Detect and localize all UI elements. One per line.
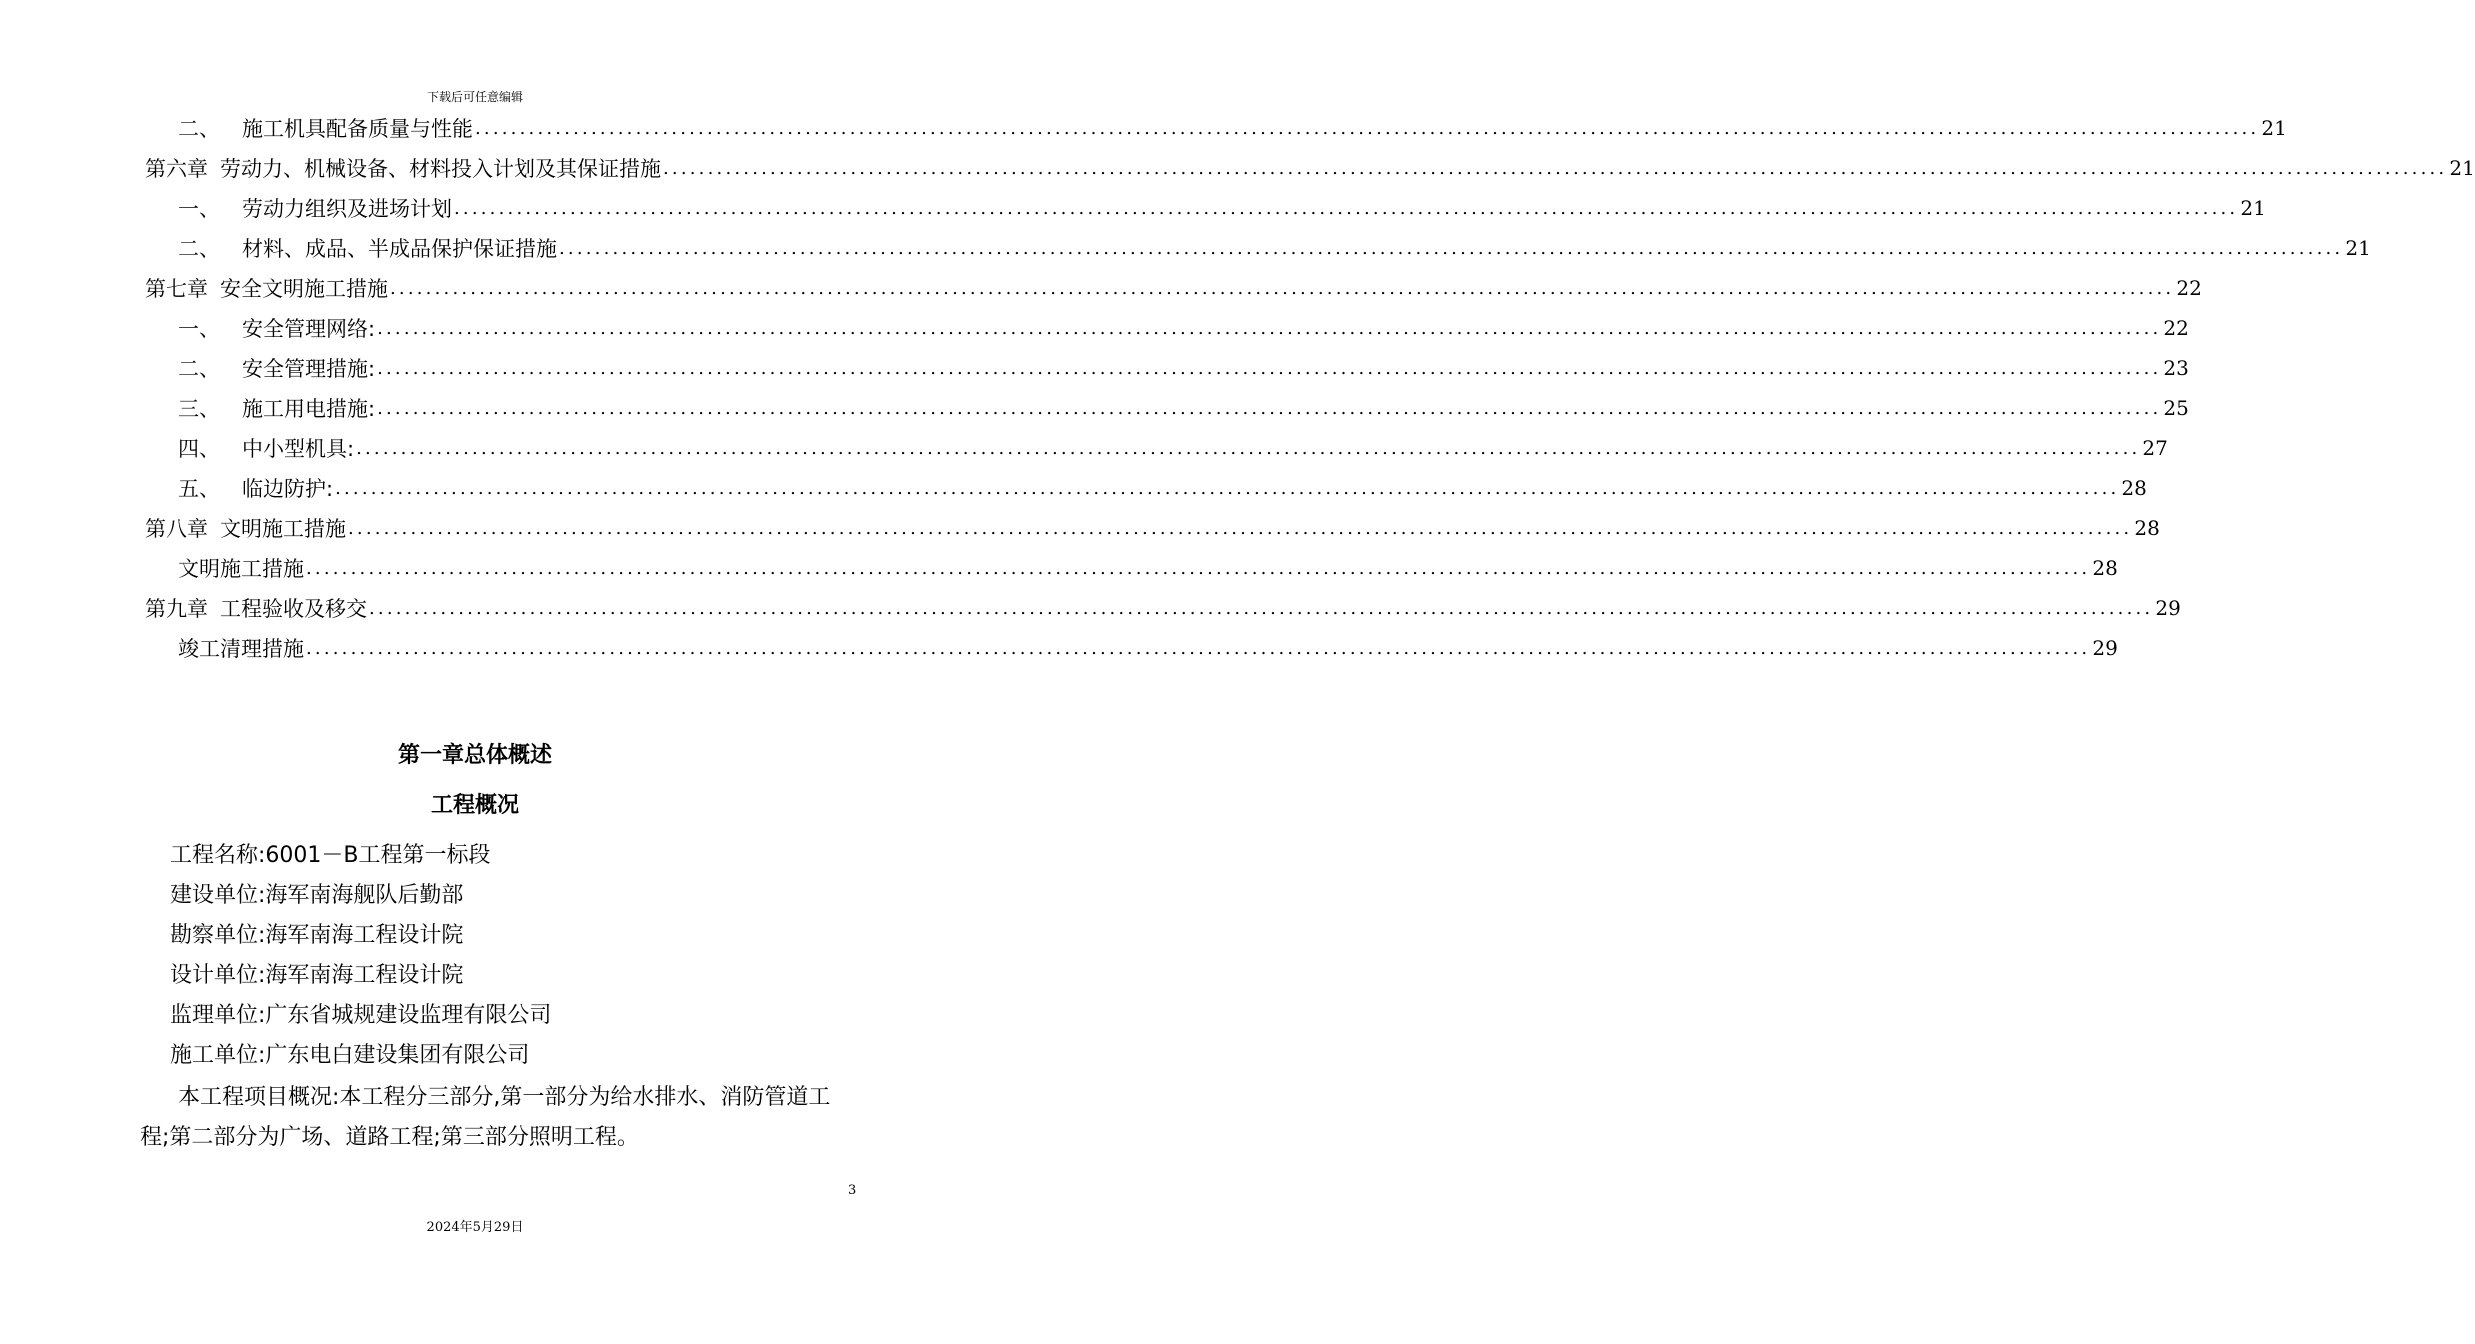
toc-entry[interactable] xyxy=(178,628,2118,668)
toc-entry-title: 竣工清理措施 xyxy=(178,637,304,661)
section-heading: 工程概况 xyxy=(430,793,519,818)
toc-entry-page: 25 xyxy=(2163,396,2189,420)
toc-entry[interactable] xyxy=(145,148,2475,188)
toc-entry-title: 工程验收及移交 xyxy=(220,597,367,621)
toc-entry-page: 28 xyxy=(2121,476,2147,500)
toc-entry-number: 五、 xyxy=(178,477,220,501)
info-client: 建设单位:海军南海舰队后勤部 xyxy=(170,883,464,908)
toc-entry[interactable] xyxy=(178,188,2266,228)
toc-entry-title: 文明施工措施 xyxy=(178,557,304,581)
toc-entry[interactable] xyxy=(178,108,2287,148)
toc-entry-number: 三、 xyxy=(178,397,220,421)
toc-entry-page: 21 xyxy=(2261,116,2287,140)
toc-dot-leader: ........................................................................................................................................................................................................ xyxy=(306,637,2091,659)
toc-entry-number: 一、 xyxy=(178,197,220,221)
toc-entry-title: 安全管理措施: xyxy=(242,357,376,381)
toc-entry[interactable] xyxy=(178,548,2118,588)
toc-entry-page: 29 xyxy=(2155,596,2181,620)
project-overview-paragraph xyxy=(140,1078,856,1158)
toc-dot-leader: ........................................................................................................................................................................................................ xyxy=(306,557,2091,579)
toc-entry-page: 27 xyxy=(2142,436,2168,460)
page-number: 3 xyxy=(848,1183,857,1198)
toc-entry-page: 21 xyxy=(2240,196,2266,220)
toc-entry-number: 二、 xyxy=(178,357,220,381)
toc-dot-leader: ........................................................................................................................................................................................................ xyxy=(348,517,2133,539)
toc-entry[interactable] xyxy=(178,388,2189,428)
toc-entry-page: 29 xyxy=(2092,636,2118,660)
toc-entry-title: 劳动力组织及进场计划 xyxy=(242,197,452,221)
toc-entry-page: 22 xyxy=(2176,276,2202,300)
toc-dot-leader: ........................................................................................................................................................................................................ xyxy=(454,197,2239,219)
toc-entry-page: 21 xyxy=(2449,156,2475,180)
toc-dot-leader: ........................................................................................................................................................................................................ xyxy=(377,357,2162,379)
toc-entry-title: 安全文明施工措施 xyxy=(220,277,388,301)
toc-entry-title: 中小型机具: xyxy=(242,437,355,461)
toc-entry-title: 劳动力、机械设备、材料投入计划及其保证措施 xyxy=(220,157,661,181)
toc-dot-leader: ........................................................................................................................................................................................................ xyxy=(356,437,2141,459)
toc-entry[interactable] xyxy=(178,348,2189,388)
info-project-name: 工程名称:6001－B工程第一标段 xyxy=(170,843,491,868)
chapter-heading: 第一章总体概述 xyxy=(397,743,552,768)
toc-entry-number: 二、 xyxy=(178,237,220,261)
toc-entry-page: 23 xyxy=(2163,356,2189,380)
toc-entry[interactable] xyxy=(178,468,2147,508)
header-note: 下载后可任意编辑 xyxy=(426,90,523,104)
toc-entry-title: 安全管理网络: xyxy=(242,317,376,341)
toc-entry[interactable] xyxy=(145,588,2181,628)
toc-entry-number: 第八章 xyxy=(145,517,208,541)
toc-entry-title: 材料、成品、半成品保护保证措施 xyxy=(242,237,557,261)
footer-date: 2024年5月29日 xyxy=(426,1220,524,1235)
info-supervision-unit: 监理单位:广东省城规建设监理有限公司 xyxy=(170,1003,552,1028)
toc-entry-page: 28 xyxy=(2134,516,2160,540)
toc-entry[interactable] xyxy=(145,268,2202,308)
toc-entry-page: 21 xyxy=(2345,236,2371,260)
toc-entry-number: 第七章 xyxy=(145,277,208,301)
toc-dot-leader: ........................................................................................................................................................................................................ xyxy=(390,277,2175,299)
toc-entry-title: 临边防护: xyxy=(242,477,334,501)
toc-dot-leader: ........................................................................................................................................................................................................ xyxy=(377,317,2162,339)
toc-dot-leader: ........................................................................................................................................................................................................ xyxy=(475,117,2260,139)
toc-entry-number: 一、 xyxy=(178,317,220,341)
toc-entry-number: 第六章 xyxy=(145,157,208,181)
toc-entry[interactable] xyxy=(145,508,2160,548)
info-construction-unit: 施工单位:广东电白建设集团有限公司 xyxy=(170,1043,530,1068)
toc-entry-page: 28 xyxy=(2092,556,2118,580)
toc-entry[interactable] xyxy=(178,428,2168,468)
info-survey-unit: 勘察单位:海军南海工程设计院 xyxy=(170,923,464,948)
info-design-unit: 设计单位:海军南海工程设计院 xyxy=(170,963,464,988)
toc-entry[interactable] xyxy=(178,308,2189,348)
toc-entry-number: 四、 xyxy=(178,437,220,461)
toc-entry-title: 文明施工措施 xyxy=(220,517,346,541)
toc-dot-leader: ........................................................................................................................................................................................................ xyxy=(559,237,2344,259)
toc-dot-leader: ........................................................................................................................................................................................................ xyxy=(369,597,2154,619)
toc-dot-leader: ........................................................................................................................................................................................................ xyxy=(377,397,2162,419)
toc-dot-leader: ........................................................................................................................................................................................................ xyxy=(335,477,2120,499)
toc-dot-leader: ........................................................................................................................................................................................................ xyxy=(663,157,2448,179)
toc-entry-number: 第九章 xyxy=(145,597,208,621)
toc-entry-title: 施工机具配备质量与性能 xyxy=(242,117,473,141)
toc-entry-title: 施工用电措施: xyxy=(242,397,376,421)
toc-entry-page: 22 xyxy=(2163,316,2189,340)
toc-entry[interactable] xyxy=(178,228,2371,268)
project-overview-text: 本工程项目概况:本工程分三部分,第一部分为给水排水、消防管道工程;第二部分为广场、道路工程;第三部分照明工程。 xyxy=(140,1085,831,1150)
toc-entry-number: 二、 xyxy=(178,117,220,141)
